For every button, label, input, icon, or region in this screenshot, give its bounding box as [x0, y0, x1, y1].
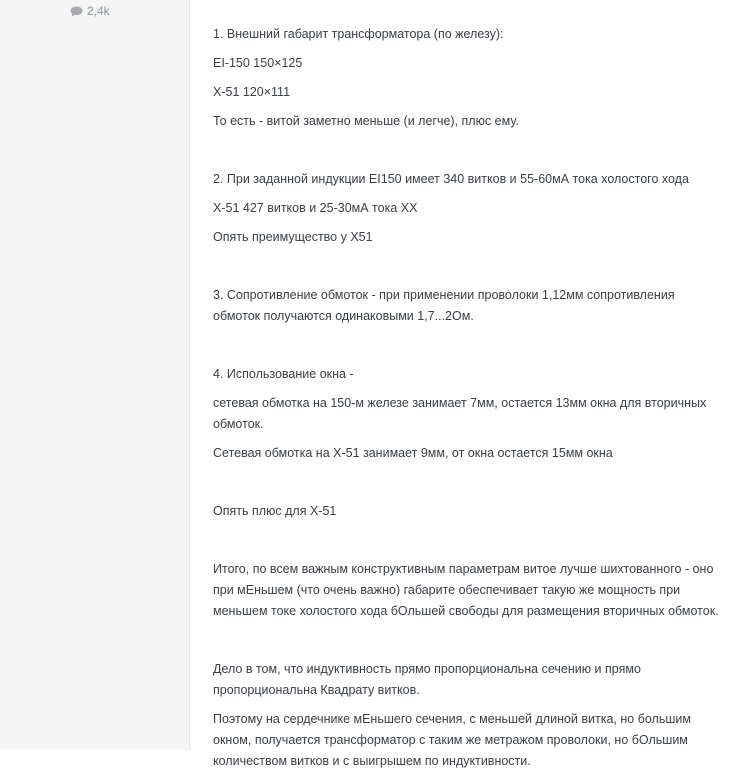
paragraph-13: Итого, по всем важным конструктивным параметрам витое лучше шихтованного - оно при мЕньшем (что очень важно) габарите обеспечивает такую же мощность при меньшем токе холостого хода бОльшей свободы для размещения вторичных обмоток. — [213, 562, 719, 618]
paragraph-11: Сетевая обмотка на X-51 занимает 9мм, от окна остается 15мм окна — [213, 446, 613, 460]
paragraph-7: Опять преимущество у X51 — [213, 230, 373, 244]
paragraph-9: 4. Использование окна - — [213, 367, 354, 381]
paragraph-4: То есть - витой заметно меньше (и легче), плюс ему. — [213, 114, 519, 128]
paragraph-5: 2. При заданной индукции EI150 имеет 340 витков и 55-60мА тока холостого хода — [213, 172, 689, 186]
paragraph-6: X-51 427 витков и 25-30мА тока ХХ — [213, 201, 418, 215]
paragraph-14: Дело в том, что индуктивность прямо пропорциональна сечению и прямо пропорциональна Квадрату витков. — [213, 662, 641, 697]
post-count — [70, 4, 110, 18]
post-content — [213, 24, 725, 772]
paragraph-1: 1. Внешний габарит трансформатора (по железу): — [213, 27, 504, 41]
post-count-value: 2,4k — [87, 4, 110, 18]
paragraph-2: EI-150 150×125 — [213, 56, 303, 70]
paragraph-12: Опять плюс для X-51 — [213, 504, 337, 518]
author-sidebar — [0, 0, 190, 750]
paragraph-10: сетевая обмотка на 150-м железе занимает 7мм, остается 13мм окна для вторичных обмоток. — [213, 396, 707, 431]
speech-bubble-icon — [70, 6, 83, 17]
paragraph-3: X-51 120×111 — [213, 85, 291, 99]
paragraph-8: 3. Сопротивление обмоток - при применении проволоки 1,12мм сопротивления обмоток получаются одинаковыми 1,7...2Ом. — [213, 288, 675, 323]
paragraph-15: Поэтому на сердечнике мЕньшего сечения, с меньшей длиной витка, но большим окном, получается трансформатор с таким же метражом проволоки, но бОльшим количеством витков и с выигрышем по индуктивности. — [213, 712, 691, 768]
